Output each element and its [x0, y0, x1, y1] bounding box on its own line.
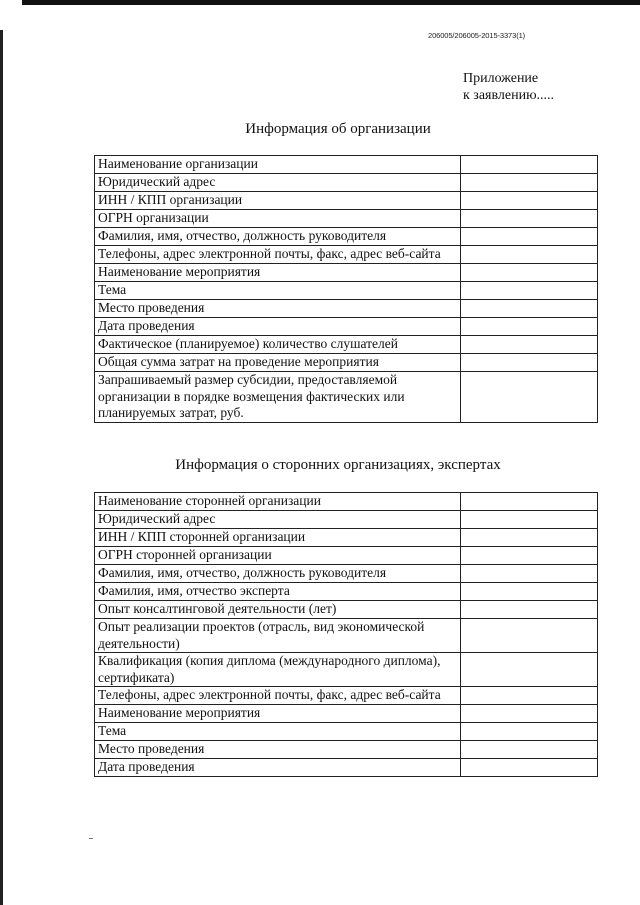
table-row: [95, 705, 598, 723]
row-label: Телефоны, адрес электронной почты, факс, адрес веб-сайта: [95, 246, 461, 264]
third-party-info-table: [94, 492, 598, 777]
scan-edge-left: [0, 30, 3, 905]
value-cell[interactable]: [461, 687, 598, 705]
row-label: Фамилия, имя, отчество, должность руководителя: [95, 565, 461, 583]
table-row: [95, 174, 598, 192]
table-row: [95, 282, 598, 300]
table-row: [95, 687, 598, 705]
table-row: [95, 601, 598, 619]
row-label: Тема: [95, 723, 461, 741]
value-cell[interactable]: [461, 565, 598, 583]
row-label: Опыт консалтинговой деятельности (лет): [95, 601, 461, 619]
row-label: Наименование мероприятия: [95, 705, 461, 723]
organization-info-table: [94, 155, 598, 423]
value-cell[interactable]: [461, 156, 598, 174]
row-label: ИНН / КПП организации: [95, 192, 461, 210]
document-code: 206005/206005-2015-3373(1): [428, 31, 526, 40]
table-row: [95, 228, 598, 246]
table-row: [95, 246, 598, 264]
value-cell[interactable]: [461, 705, 598, 723]
row-label: Место проведения: [95, 741, 461, 759]
row-label: Запрашиваемый размер субсидии, предоставляемой организации в порядке возмещения фактических или планируемых затрат, руб.: [95, 372, 461, 423]
row-label: Наименование мероприятия: [95, 264, 461, 282]
row-label: Телефоны, адрес электронной почты, факс, адрес веб-сайта: [95, 687, 461, 705]
value-cell[interactable]: [461, 318, 598, 336]
value-cell[interactable]: [461, 264, 598, 282]
section-title-third-party: Информация о сторонних организациях, экспертах: [175, 457, 501, 473]
row-label: Фамилия, имя, отчество, должность руководителя: [95, 228, 461, 246]
value-cell[interactable]: [461, 282, 598, 300]
row-label: Юридический адрес: [95, 511, 461, 529]
table-row: [95, 354, 598, 372]
row-label: Общая сумма затрат на проведение мероприятия: [95, 354, 461, 372]
value-cell[interactable]: [461, 192, 598, 210]
row-label: Дата проведения: [95, 759, 461, 777]
row-label: Юридический адрес: [95, 174, 461, 192]
value-cell[interactable]: [461, 601, 598, 619]
table-row: [95, 511, 598, 529]
table-row: [95, 583, 598, 601]
value-cell[interactable]: [461, 759, 598, 777]
appendix-line-1: Приложение: [463, 71, 539, 86]
value-cell[interactable]: [461, 529, 598, 547]
row-label: Квалификация (копия диплома (международного диплома), сертификата): [95, 653, 461, 687]
value-cell[interactable]: [461, 228, 598, 246]
value-cell[interactable]: [461, 741, 598, 759]
value-cell[interactable]: [461, 723, 598, 741]
value-cell[interactable]: [461, 300, 598, 318]
table-row: [95, 547, 598, 565]
table-row: [95, 372, 598, 423]
row-label: Наименование организации: [95, 156, 461, 174]
value-cell[interactable]: [461, 336, 598, 354]
value-cell[interactable]: [461, 210, 598, 228]
table-row: [95, 653, 598, 687]
table-row: [95, 565, 598, 583]
value-cell[interactable]: [461, 493, 598, 511]
value-cell[interactable]: [461, 547, 598, 565]
row-label: ИНН / КПП сторонней организации: [95, 529, 461, 547]
section-title-organization: Информация об организации: [245, 121, 431, 137]
table-row: [95, 264, 598, 282]
table-row: [95, 493, 598, 511]
row-label: ОГРН организации: [95, 210, 461, 228]
row-label: Опыт реализации проектов (отрасль, вид экономической деятельности): [95, 619, 461, 653]
table-row: [95, 619, 598, 653]
table-row: [95, 741, 598, 759]
value-cell[interactable]: [461, 583, 598, 601]
row-label: Тема: [95, 282, 461, 300]
table-row: [95, 759, 598, 777]
scan-mark: [89, 838, 93, 839]
value-cell[interactable]: [461, 246, 598, 264]
appendix-line-2: к заявлению.....: [463, 88, 555, 103]
row-label: Наименование сторонней организации: [95, 493, 461, 511]
row-label: Дата проведения: [95, 318, 461, 336]
table-row: [95, 300, 598, 318]
table-row: [95, 723, 598, 741]
appendix-note: [463, 70, 554, 104]
table-row: [95, 210, 598, 228]
table-row: [95, 336, 598, 354]
scan-edge-top: [22, 0, 640, 5]
value-cell[interactable]: [461, 372, 598, 423]
table-row: [95, 156, 598, 174]
value-cell[interactable]: [461, 354, 598, 372]
value-cell[interactable]: [461, 619, 598, 653]
value-cell[interactable]: [461, 174, 598, 192]
value-cell[interactable]: [461, 653, 598, 687]
table-row: [95, 529, 598, 547]
row-label: Место проведения: [95, 300, 461, 318]
row-label: Фактическое (планируемое) количество слушателей: [95, 336, 461, 354]
table-row: [95, 192, 598, 210]
table-row: [95, 318, 598, 336]
value-cell[interactable]: [461, 511, 598, 529]
row-label: ОГРН сторонней организации: [95, 547, 461, 565]
row-label: Фамилия, имя, отчество эксперта: [95, 583, 461, 601]
